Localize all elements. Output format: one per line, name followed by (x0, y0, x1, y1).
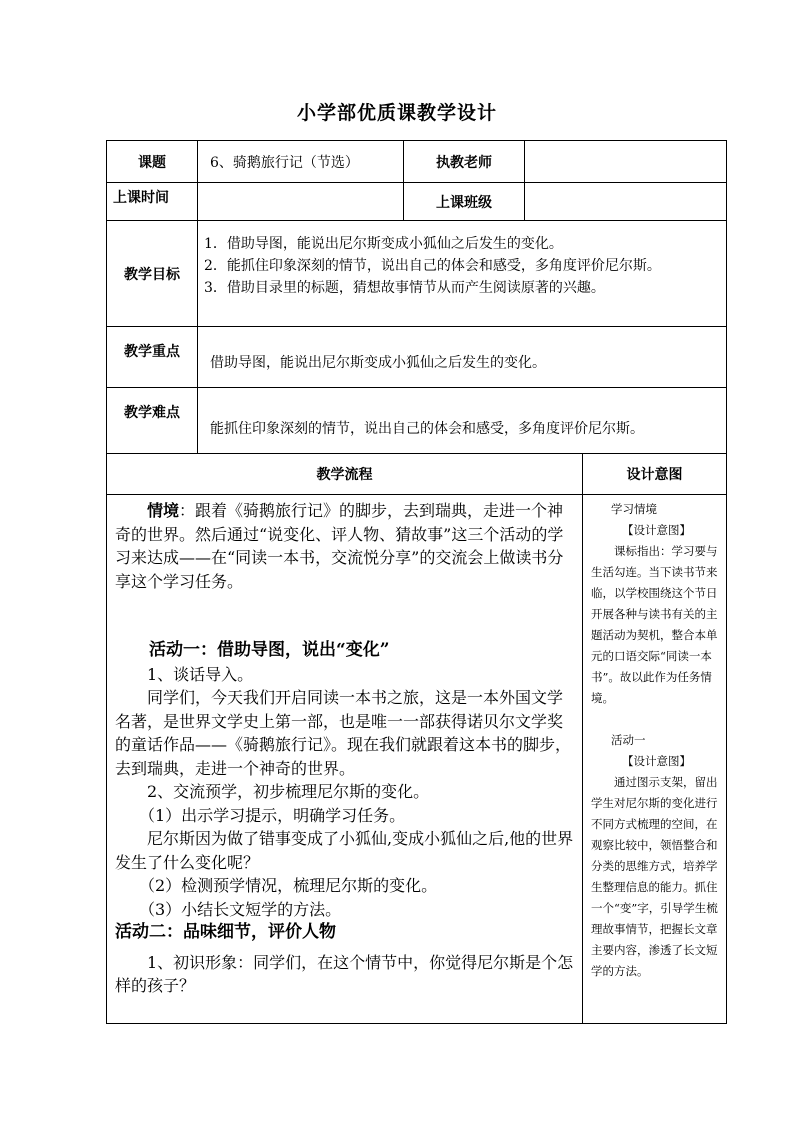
a1-step1-text: 同学们，今天我们开启同读一本书之旅，这是一本外国文学名著，是世界文学史上第一部，也是唯一一部获得诺贝尔文学奖的童话作品——《骑鹅旅行记》。现在我们就跟着这本书的脚步，去到瑞典，走进一个神奇的世界。 (115, 688, 572, 778)
a1-sub3: （3）小结长文短学的方法。 (139, 899, 342, 919)
class-label: 上课班级 (404, 183, 525, 221)
a1-step1: 1、谈话导入。 (147, 664, 254, 684)
goal-item: 1．借助导图，能说出尼尔斯变成小狐仙之后发生的变化。 (204, 236, 563, 252)
a1-sub1-text: 尼尔斯因为做了错事变成了小狐仙,变成小狐仙之后,他的世界发生了什么变化呢？ (115, 829, 574, 872)
difficulty-value: 能抓住印象深刻的情节，说出自己的体会和感受，多角度评价尼尔斯。 (198, 388, 727, 454)
a1-sub2: （2）检测预学情况，梳理尼尔斯的变化。 (139, 876, 438, 895)
time-value (198, 183, 404, 221)
activity2-title: 活动二：品味细节，评价人物 (115, 922, 336, 942)
key-value: 借助导图，能说出尼尔斯变成小狐仙之后发生的变化。 (198, 327, 727, 388)
course-label: 课题 (107, 141, 198, 183)
a2-step1: 1、初识形象：同学们，在这个情节中，你觉得尼尔斯是个怎样的孩子？ (115, 952, 574, 995)
goals-label: 教学目标 (107, 221, 198, 327)
teaching-flow-table (106, 453, 727, 1024)
activity1-intent-text: 通过图示支架，留出学生对尼尔斯的变化进行不同方式梳理的空间，在观察比较中，领悟整合和分类的思维方式，培养学生整理信息的能力。抓住一个“变”字，引导学生梳理故事情节，把握长文章主要内容，渗透了长文短学的方法。 (591, 775, 718, 978)
process-header: 教学流程 (107, 454, 583, 495)
situation-intent-text: 课标指出：学习要与生活勾连。当下读书节来临，以学校围绕这个节日开展各种与读书有关的主题活动为契机，整合本单元的口语交际“同读一本书”。故以此作为任务情境。 (591, 544, 718, 705)
course-value: 6、骑鹅旅行记（节选） (198, 141, 404, 183)
goals-cell (198, 221, 727, 327)
activity1-tag: 活动一 (611, 733, 646, 747)
activity1-intent-label: 【设计意图】 (622, 754, 691, 768)
intent-content (583, 495, 727, 1024)
goal-item: 3．借助目录里的标题，猜想故事情节从而产生阅读原著的兴趣。 (204, 280, 605, 296)
teacher-label: 执教老师 (404, 141, 525, 183)
situation-tag: 学习情境 (611, 502, 657, 516)
situation-paragraph (115, 499, 576, 593)
lesson-info-table (106, 140, 727, 454)
situation-label: 情境 (147, 501, 180, 520)
process-content (107, 495, 583, 1024)
situation-text: ：跟着《骑鹅旅行记》的脚步，去到瑞典，走进一个神奇的世界。然后通过“说变化、评人物、猜故事”这三个活动的学习来达成——在“同读一本书，交流悦分享”的交流会上做读书分享这个学习任务。 (115, 501, 564, 591)
intent-header: 设计意图 (583, 454, 727, 495)
key-label: 教学重点 (107, 327, 198, 388)
situation-intent-label: 【设计意图】 (622, 523, 691, 537)
class-value (525, 183, 727, 221)
teacher-value (525, 141, 727, 183)
a1-sub1: （1）出示学习提示，明确学习任务。 (139, 805, 406, 825)
goal-item: 2．能抓住印象深刻的情节，说出自己的体会和感受，多角度评价尼尔斯。 (204, 258, 661, 274)
time-label: 上课时间 (107, 183, 198, 221)
difficulty-label: 教学难点 (107, 388, 198, 454)
a1-step2: 2、交流预学，初步梳理尼尔斯的变化。 (147, 782, 430, 801)
activity1-title: 活动一：借助导图，说出“变化” (149, 640, 390, 660)
page-title: 小学部优质课教学设计 (296, 102, 497, 124)
